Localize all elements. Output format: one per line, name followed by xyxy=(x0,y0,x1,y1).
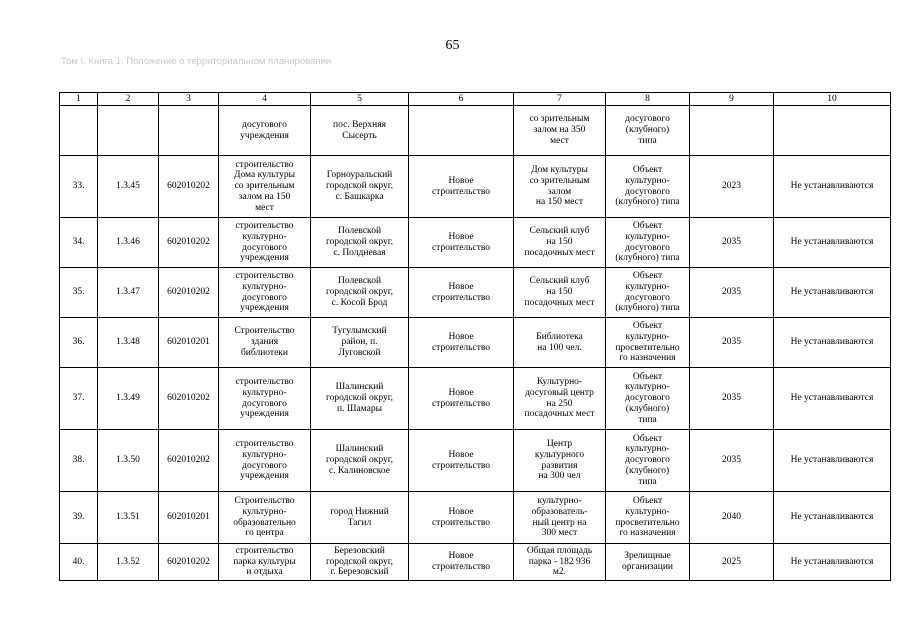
cell-purpose-line: Строительство xyxy=(234,326,295,337)
cell-params-line: со зрительным xyxy=(529,175,590,186)
cell-year: 2040 xyxy=(690,492,774,544)
cell-params xyxy=(514,218,606,268)
cell-year: 2025 xyxy=(690,544,774,581)
cell-purpose xyxy=(219,544,311,581)
cell-status xyxy=(409,492,514,544)
cell-year: 2035 xyxy=(690,218,774,268)
cell-type-line: досугового xyxy=(625,114,670,125)
cell-zone: Не устанавливаются xyxy=(774,544,891,581)
cell-status xyxy=(409,544,514,581)
column-number-row xyxy=(60,93,891,106)
cell-code: 1.3.51 xyxy=(98,492,159,544)
cell-number xyxy=(60,106,98,156)
cell-location-line: Луговской xyxy=(338,347,381,358)
cell-params xyxy=(514,156,606,218)
cell-type-line: досугового xyxy=(625,292,670,303)
cell-status-line: Новое xyxy=(448,175,474,186)
cell-status xyxy=(409,368,514,430)
cell-status-line: строительство xyxy=(431,460,491,471)
cell-purpose-line: мест xyxy=(255,202,274,213)
table-row xyxy=(60,544,891,581)
cell-purpose-line: учреждения xyxy=(240,303,289,314)
column-number: 5 xyxy=(311,93,409,106)
cell-type-line: Объект xyxy=(632,220,663,231)
cell-purpose-line: досугового xyxy=(242,292,287,303)
cell-zone: Не устанавливаются xyxy=(774,268,891,318)
cell-params xyxy=(514,106,606,156)
cell-code: 1.3.45 xyxy=(98,156,159,218)
cell-status-line: Новое xyxy=(448,281,474,292)
cell-type-line: культурно- xyxy=(625,281,670,292)
cell-code: 1.3.50 xyxy=(98,430,159,492)
cell-params-line: залом xyxy=(547,186,572,197)
cell-purpose-line: образовательно xyxy=(233,517,296,528)
cell-params-line: парка - 182 936 xyxy=(528,556,591,567)
cell-type-line: досугового xyxy=(625,393,670,404)
cell-location-line: Тагил xyxy=(347,517,372,528)
cell-location xyxy=(311,106,409,156)
cell-type-line: досугового xyxy=(625,242,670,253)
cell-location-line: с. Башкарка xyxy=(335,191,384,202)
cell-id: 602010202 xyxy=(159,268,219,318)
cell-purpose-line: культурно- xyxy=(242,506,287,517)
cell-status-line: Новое xyxy=(448,551,474,562)
cell-purpose-line: культурно- xyxy=(242,449,287,460)
cell-type-line: досугового xyxy=(625,455,670,466)
cell-code: 1.3.47 xyxy=(98,268,159,318)
cell-year: 2023 xyxy=(690,156,774,218)
cell-purpose-line: строительство xyxy=(235,545,294,556)
column-number: 7 xyxy=(514,93,606,106)
cell-params-line: развития xyxy=(541,460,578,471)
cell-status-line: строительство xyxy=(431,242,491,253)
cell-type-line: Объект xyxy=(632,164,663,175)
cell-location-line: Шалинский xyxy=(335,444,384,455)
cell-location-line: Шалинский xyxy=(335,382,384,393)
cell-status-line: строительство xyxy=(431,342,491,353)
cell-params-line: ный центр на xyxy=(532,517,587,528)
cell-year: 2035 xyxy=(690,318,774,368)
cell-location xyxy=(311,492,409,544)
column-number: 9 xyxy=(690,93,774,106)
cell-type xyxy=(606,106,690,156)
column-number: 4 xyxy=(219,93,311,106)
cell-status xyxy=(409,430,514,492)
cell-purpose xyxy=(219,156,311,218)
cell-type xyxy=(606,430,690,492)
cell-code: 1.3.49 xyxy=(98,368,159,430)
cell-params-line: посадочных мест xyxy=(524,247,595,258)
cell-location xyxy=(311,544,409,581)
cell-zone: Не устанавливаются xyxy=(774,318,891,368)
cell-number: 35. xyxy=(60,268,98,318)
page-number: 65 xyxy=(445,38,460,53)
cell-params xyxy=(514,318,606,368)
cell-location-line: городской округ, xyxy=(326,181,393,192)
cell-type-line: организации xyxy=(621,562,673,572)
cell-purpose-line: залом на 150 xyxy=(238,191,291,202)
cell-purpose-line: досугового xyxy=(242,398,287,409)
cell-type-line: досугового xyxy=(625,186,670,197)
cell-purpose-line: культурно- xyxy=(242,387,287,398)
cell-params-line: м2. xyxy=(552,567,567,578)
cell-type xyxy=(606,368,690,430)
objects-table xyxy=(59,92,891,581)
table-row xyxy=(60,368,891,430)
cell-purpose-line: строительство xyxy=(235,438,294,449)
cell-type-line: культурно- xyxy=(625,231,670,242)
cell-purpose-line: строительство xyxy=(235,159,294,170)
cell-year xyxy=(690,106,774,156)
cell-status-line: строительство xyxy=(431,517,491,528)
cell-location-line: п. Шамары xyxy=(337,403,382,414)
cell-type-line: Объект xyxy=(632,433,663,444)
table-row xyxy=(60,218,891,268)
cell-params-line: посадочных мест xyxy=(524,409,595,420)
cell-number: 40. xyxy=(60,544,98,581)
cell-location-line: городской округ, xyxy=(326,237,393,248)
cell-params-line: на 150 мест xyxy=(535,197,584,208)
cell-purpose-line: парка культуры xyxy=(233,556,296,567)
cell-purpose-line: досугового xyxy=(242,460,287,471)
cell-zone: Не устанавливаются xyxy=(774,156,891,218)
cell-purpose-line: со зрительным xyxy=(234,181,295,192)
cell-id: 602010201 xyxy=(159,492,219,544)
cell-type-line: культурно- xyxy=(625,506,670,517)
cell-id: 602010202 xyxy=(159,368,219,430)
cell-location-line: Сысерть xyxy=(342,130,377,141)
running-header: Том I. Книга 1. Положение о территориальном планировании xyxy=(61,56,332,67)
cell-purpose-line: Дома культуры xyxy=(233,170,296,181)
cell-purpose xyxy=(219,268,311,318)
cell-params-line: со зрительным xyxy=(529,114,590,125)
cell-status xyxy=(409,218,514,268)
cell-params-line: Культурно- xyxy=(536,376,583,387)
cell-purpose-line: го центра xyxy=(245,528,284,539)
cell-purpose-line: учреждения xyxy=(240,253,289,264)
cell-type-line: просветительно xyxy=(615,517,680,528)
column-number: 8 xyxy=(606,93,690,106)
cell-status-line: Новое xyxy=(448,387,474,398)
cell-status-line: Новое xyxy=(448,331,474,342)
cell-type-line: (клубного) xyxy=(625,125,670,136)
cell-id: 602010202 xyxy=(159,544,219,581)
cell-code: 1.3.52 xyxy=(98,544,159,581)
cell-status xyxy=(409,106,514,156)
cell-params-line: образователь- xyxy=(531,506,588,517)
cell-params xyxy=(514,430,606,492)
cell-params-line: на 150 xyxy=(546,237,573,248)
cell-location-line: г. Березовский xyxy=(330,567,389,578)
cell-location-line: городской округ, xyxy=(326,287,393,298)
cell-purpose-line: культурно- xyxy=(242,281,287,292)
cell-zone: Не устанавливаются xyxy=(774,368,891,430)
cell-status-line: Новое xyxy=(448,506,474,517)
column-number: 1 xyxy=(60,93,98,106)
cell-params-line: залом на 350 xyxy=(533,125,586,136)
cell-type xyxy=(606,318,690,368)
cell-purpose-line: учреждения xyxy=(240,471,289,482)
cell-type-line: (клубного) xyxy=(625,465,670,476)
table-row xyxy=(60,156,891,218)
cell-location xyxy=(311,218,409,268)
cell-type-line: (клубного) xyxy=(625,403,670,414)
cell-purpose xyxy=(219,218,311,268)
cell-params xyxy=(514,544,606,581)
cell-status xyxy=(409,156,514,218)
cell-location-line: район, п. xyxy=(341,337,378,348)
cell-params-line: Общая площадь xyxy=(526,545,593,556)
cell-location xyxy=(311,156,409,218)
cell-type xyxy=(606,156,690,218)
cell-type-line: типа xyxy=(638,414,657,425)
cell-type-line: Объект xyxy=(632,270,663,281)
cell-status-line: строительство xyxy=(431,292,491,303)
cell-params-line: посадочных мест xyxy=(524,297,595,308)
cell-status-line: Новое xyxy=(448,449,474,460)
cell-location-line: городской округ, xyxy=(326,556,393,567)
cell-params-line: 300 мест xyxy=(541,528,578,539)
column-number: 3 xyxy=(159,93,219,106)
column-number: 2 xyxy=(98,93,159,106)
cell-location-line: пос. Верхняя xyxy=(333,119,386,130)
cell-params-line: Дом культуры xyxy=(531,164,588,175)
cell-code: 1.3.46 xyxy=(98,218,159,268)
cell-type xyxy=(606,544,690,581)
cell-params-line: досуговый центр xyxy=(525,387,594,398)
cell-type-line: (клубного) типа xyxy=(615,253,680,264)
cell-params-line: на 300 чел xyxy=(538,471,581,482)
cell-id: 602010201 xyxy=(159,318,219,368)
cell-code: 1.3.48 xyxy=(98,318,159,368)
cell-id: 602010202 xyxy=(159,156,219,218)
cell-type-line: Объект xyxy=(632,371,663,382)
cell-status xyxy=(409,318,514,368)
table-row xyxy=(60,106,891,156)
cell-zone: Не устанавливаются xyxy=(774,430,891,492)
cell-params-line: Сельский клуб xyxy=(529,276,590,287)
column-number: 6 xyxy=(409,93,514,106)
cell-type-line: (клубного) типа xyxy=(615,197,680,208)
cell-params-line: на 150 xyxy=(546,287,573,298)
cell-type-line: культурно- xyxy=(625,175,670,186)
cell-location xyxy=(311,368,409,430)
cell-number: 36. xyxy=(60,318,98,368)
cell-status-line: строительство xyxy=(431,398,491,409)
cell-type-line: (клубного) типа xyxy=(615,303,680,314)
cell-number: 33. xyxy=(60,156,98,218)
cell-type-line: просветительно xyxy=(615,342,680,353)
cell-purpose-line: учреждения xyxy=(240,130,289,141)
cell-id: 602010202 xyxy=(159,430,219,492)
cell-zone: Не устанавливаются xyxy=(774,492,891,544)
cell-location xyxy=(311,430,409,492)
cell-purpose xyxy=(219,106,311,156)
cell-type-line: культурно- xyxy=(625,444,670,455)
cell-type-line: Зрелищные xyxy=(624,551,671,562)
cell-status-line: строительство xyxy=(431,186,491,197)
cell-number: 38. xyxy=(60,430,98,492)
cell-year: 2035 xyxy=(690,430,774,492)
cell-purpose-line: строительство xyxy=(235,376,294,387)
cell-location xyxy=(311,268,409,318)
table-body xyxy=(60,106,891,581)
cell-location-line: с. Калиновское xyxy=(329,465,390,476)
table-row xyxy=(60,268,891,318)
cell-location-line: город Нижний xyxy=(330,506,389,517)
cell-number: 39. xyxy=(60,492,98,544)
cell-location-line: городской округ, xyxy=(326,393,393,404)
cell-purpose-line: и отдыха xyxy=(246,567,283,578)
cell-type-line: типа xyxy=(638,135,657,146)
cell-params-line: Сельский клуб xyxy=(529,226,590,237)
cell-id xyxy=(159,106,219,156)
cell-type xyxy=(606,268,690,318)
cell-purpose-line: библиотеки xyxy=(240,347,289,358)
cell-status-line: строительство xyxy=(431,562,491,572)
cell-status xyxy=(409,268,514,318)
cell-purpose-line: строительство xyxy=(235,270,294,281)
cell-type-line: го назначения xyxy=(619,528,676,539)
cell-purpose xyxy=(219,318,311,368)
cell-location-line: Полевской xyxy=(337,226,382,237)
cell-params xyxy=(514,368,606,430)
table-row xyxy=(60,430,891,492)
cell-type-line: культурно- xyxy=(625,331,670,342)
column-number: 10 xyxy=(774,93,891,106)
cell-type xyxy=(606,218,690,268)
cell-params-line: на 100 чел. xyxy=(537,342,582,353)
cell-params-line: Библиотека xyxy=(536,331,583,342)
cell-type-line: культурно- xyxy=(625,382,670,393)
cell-purpose-line: здания xyxy=(250,337,279,348)
cell-params-line: культурно- xyxy=(537,495,582,506)
cell-params xyxy=(514,492,606,544)
cell-purpose-line: досугового xyxy=(242,119,287,130)
cell-location-line: с. Косой Брод xyxy=(331,297,388,308)
cell-type-line: Объект xyxy=(632,495,663,506)
cell-status-line: Новое xyxy=(448,231,474,242)
cell-purpose xyxy=(219,492,311,544)
cell-year: 2035 xyxy=(690,268,774,318)
cell-year: 2035 xyxy=(690,368,774,430)
cell-purpose-line: Строительство xyxy=(234,495,295,506)
cell-purpose-line: культурно- xyxy=(242,231,287,242)
table-row xyxy=(60,492,891,544)
cell-zone xyxy=(774,106,891,156)
cell-location-line: Горноуральский xyxy=(326,170,393,181)
cell-params-line: на 250 xyxy=(546,398,573,409)
cell-params xyxy=(514,268,606,318)
cell-code xyxy=(98,106,159,156)
cell-id: 602010202 xyxy=(159,218,219,268)
cell-purpose-line: учреждения xyxy=(240,409,289,420)
table-row xyxy=(60,318,891,368)
cell-number: 34. xyxy=(60,218,98,268)
cell-type-line: Объект xyxy=(632,320,663,331)
cell-purpose-line: досугового xyxy=(242,242,287,253)
cell-params-line: культурного xyxy=(534,449,585,460)
cell-location-line: Полевской xyxy=(337,276,382,287)
cell-purpose xyxy=(219,430,311,492)
cell-purpose xyxy=(219,368,311,430)
cell-type xyxy=(606,492,690,544)
cell-number: 37. xyxy=(60,368,98,430)
cell-location-line: городской округ, xyxy=(326,455,393,466)
cell-params-line: мест xyxy=(550,135,569,146)
cell-purpose-line: строительство xyxy=(235,220,294,231)
cell-location-line: Тугулымский xyxy=(332,326,387,337)
cell-zone: Не устанавливаются xyxy=(774,218,891,268)
cell-type-line: го назначения xyxy=(619,353,676,364)
cell-params-line: Центр xyxy=(546,438,573,449)
cell-type-line: типа xyxy=(638,476,657,487)
cell-location-line: Березовский xyxy=(334,545,385,556)
cell-location xyxy=(311,318,409,368)
cell-location-line: с. Полдневая xyxy=(333,247,386,258)
